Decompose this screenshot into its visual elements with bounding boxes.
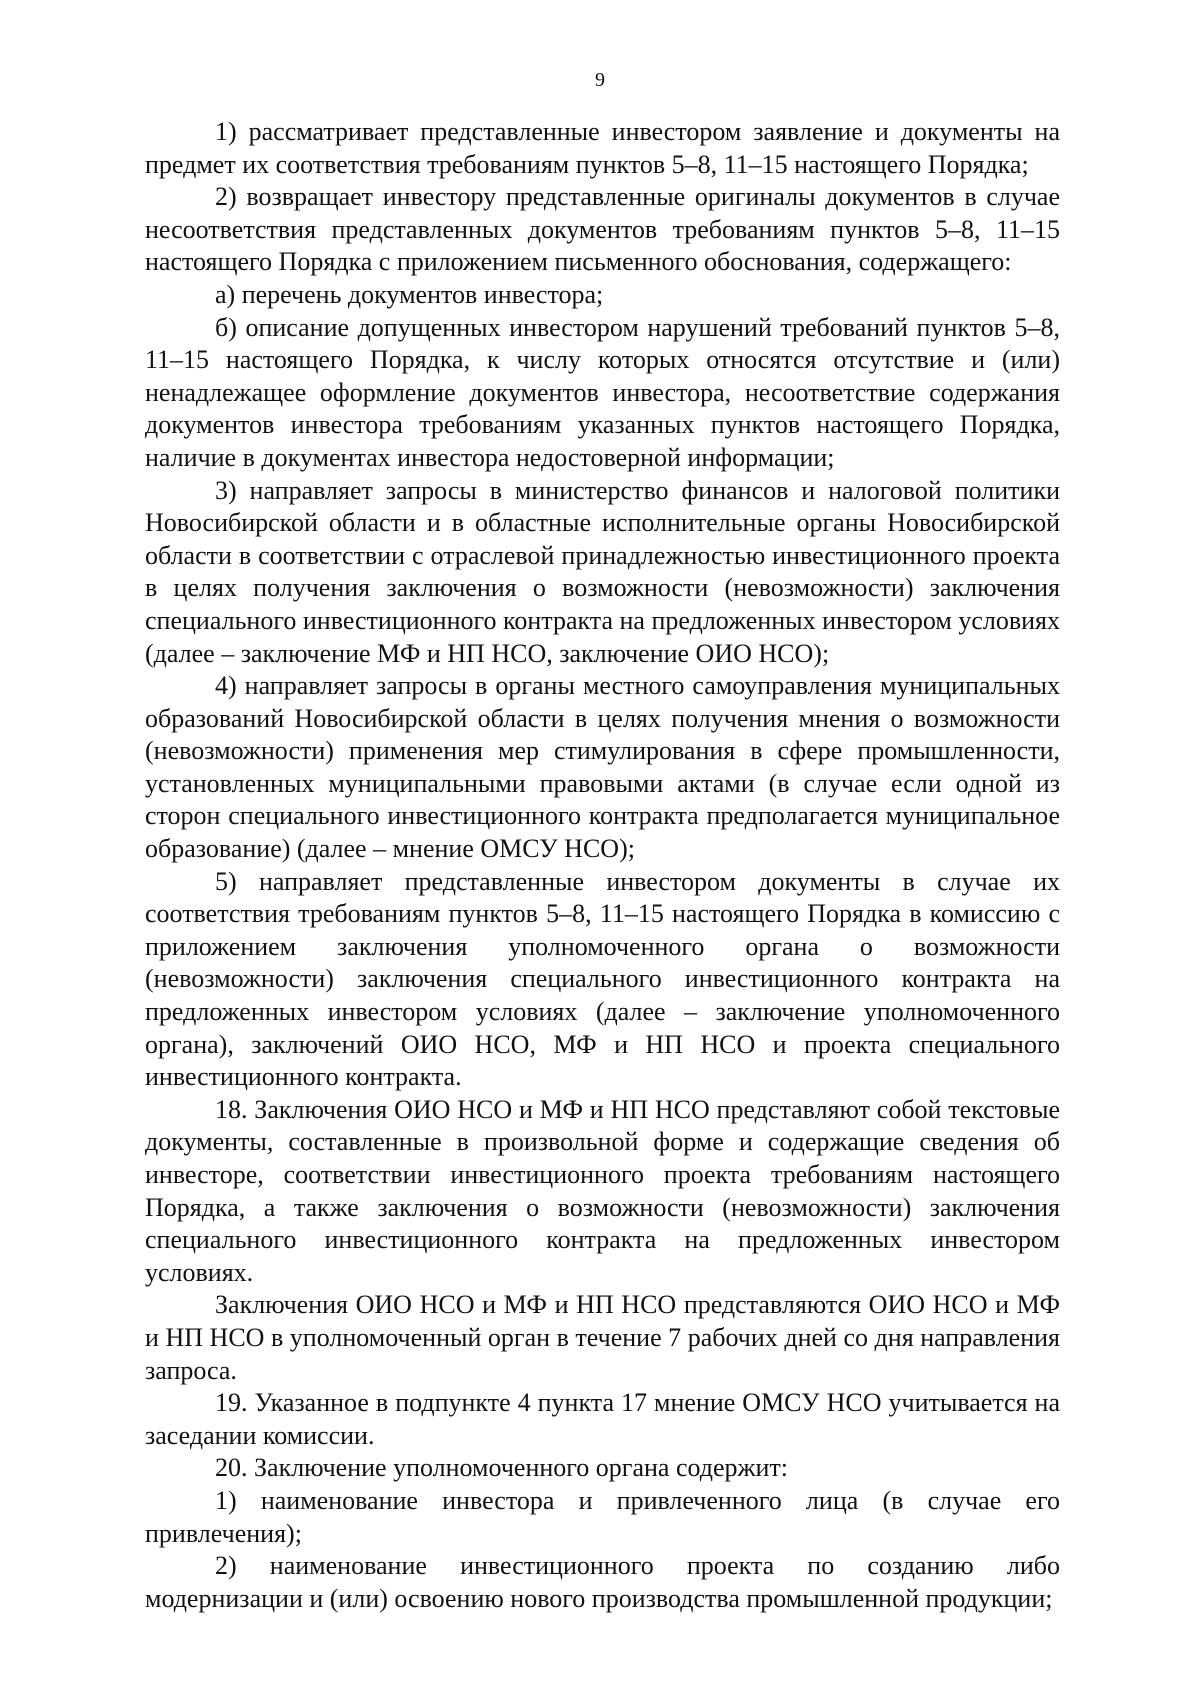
paragraph-20-1: 1) наименование инвестора и привлеченного лица (в случае его привлечения); — [145, 1485, 1060, 1548]
paragraph-2-b: б) описание допущенных инвестором нарушений требований пунктов 5–8, 11–15 настоящего Порядка, к числу которых относятся отсутствие и (или) ненадлежащее оформление документов инвестора, несоответствие содержания документов инвестора требованиям указанных пунктов настоящего Порядка, наличие в документах инвестора недостоверной информации; — [145, 312, 1060, 472]
document-body — [145, 116, 1060, 1615]
paragraph-2-a: а) перечень документов инвестора; — [215, 279, 604, 309]
paragraph-1-2: 2) возвращает инвестору представленные оригиналы документов в случае несоответствия представленных документов требованиям пунктов 5–8, 11–15 настоящего Порядка с приложением письменного обоснования, содержащего: — [145, 182, 1060, 277]
paragraph-19: 19. Указанное в подпункте 4 пункта 17 мнение ОМСУ НСО учитывается на заседании комиссии. — [145, 1388, 1060, 1450]
paragraph-18-continued: Заключения ОИО НСО и МФ и НП НСО представляются ОИО НСО и МФ и НП НСО в уполномоченный орган в течение 7 рабочих дней со дня направления запроса. — [145, 1290, 1060, 1385]
paragraph-18: 18. Заключения ОИО НСО и МФ и НП НСО представляют собой текстовые документы, составленные в произвольной форме и содержащие сведения об инвесторе, соответствии инвестиционного проекта требованиям настоящего Порядка, а также заключения о возможности (невозможности) заключения специального инвестиционного контракта на предложенных инвестором условиях. — [145, 1094, 1060, 1287]
paragraph-20: 20. Заключение уполномоченного органа содержит: — [215, 1453, 788, 1483]
paragraph-1-4: 4) направляет запросы в органы местного самоуправления муниципальных образований Новосибирской области в целях получения мнения о возможности (невозможности) применения мер стимулирования в сфере промышленности, установленных муниципальными правовыми актами (в случае если одной из сторон специального инвестиционного контракта предполагается муниципальное образование) (далее – мнение ОМСУ НСО); — [145, 671, 1060, 864]
page-number: 9 — [595, 69, 605, 91]
paragraph-1-5: 5) направляет представленные инвестором документы в случае их соответствия требованиям пунктов 5–8, 11–15 настоящего Порядка в комиссию с приложением заключения уполномоченного органа о возможности (невозможности) заключения специального инвестиционного контракта на предложенных инвестором условиях (далее – заключение уполномоченного органа), заключений ОИО НСО, МФ и НП НСО и проекта специального инвестиционного контракта. — [145, 866, 1060, 1092]
paragraph-20-2: 2) наименование инвестиционного проекта по созданию либо модернизации и (или) освоению нового производства промышленной продукции; — [145, 1551, 1060, 1613]
paragraph-1-1: 1) рассматривает представленные инвестором заявление и документы на предмет их соответствия требованиям пунктов 5–8, 11–15 настоящего Порядка; — [145, 117, 1060, 179]
paragraph-1-3: 3) направляет запросы в министерство финансов и налоговой политики Новосибирской области и в областные исполнительные органы Новосибирской области в соответствии с отраслевой принадлежностью инвестиционного проекта в целях получения заключения о возможности (невозможности) заключения специального инвестиционного контракта на предложенных инвестором условиях (далее – заключение МФ и НП НСО, заключение ОИО НСО); — [145, 475, 1060, 668]
